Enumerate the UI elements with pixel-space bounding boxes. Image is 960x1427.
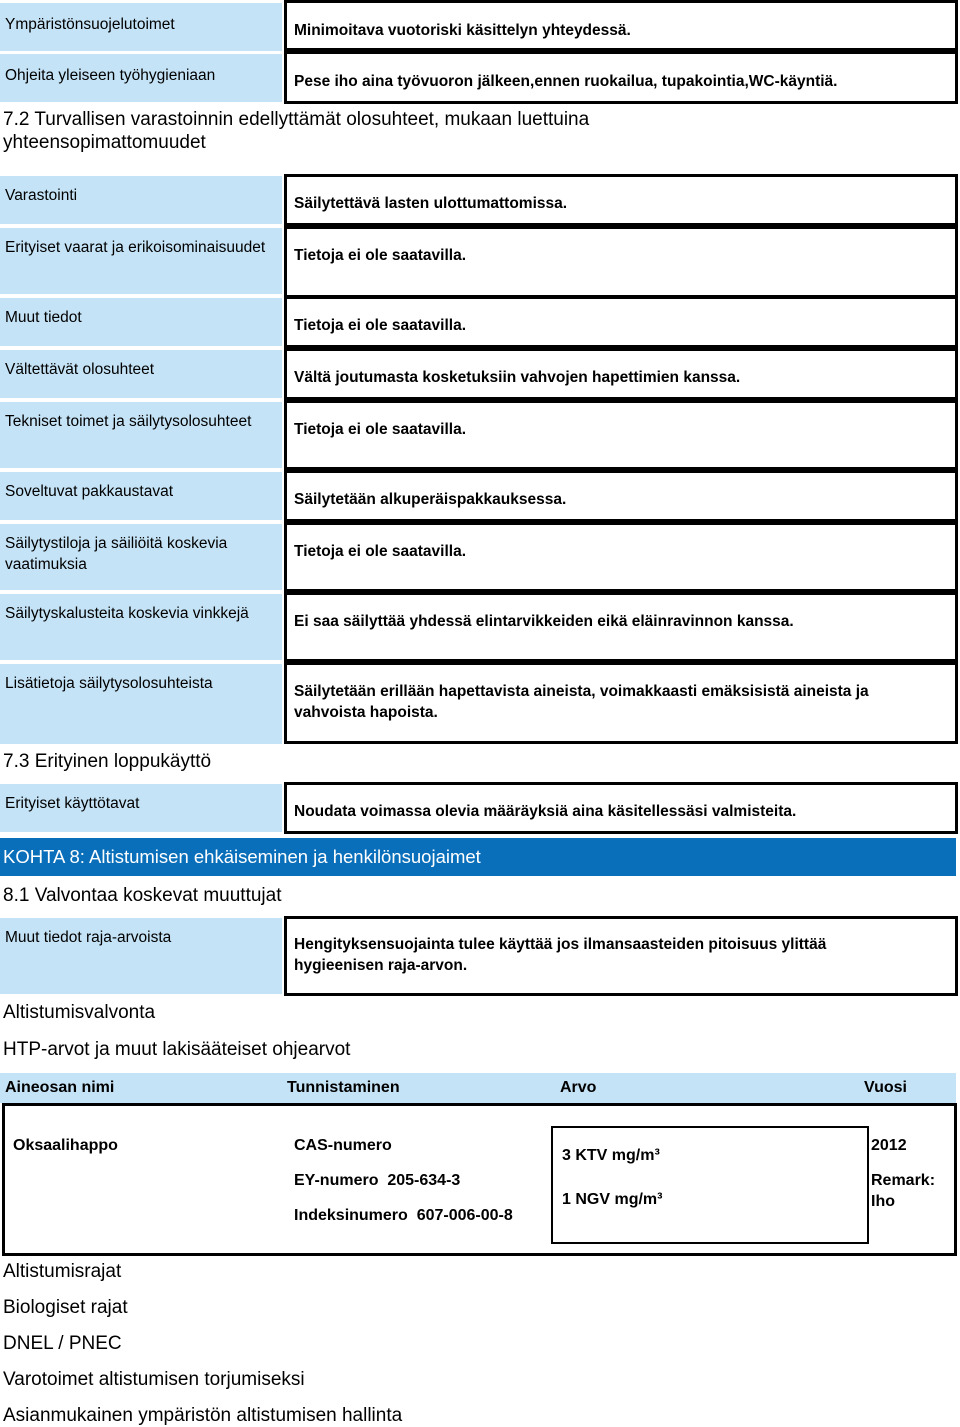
value-ymparistonsuojelutoimet: Minimoitava vuotoriski käsittelyn yhteydessä. <box>284 0 958 51</box>
value-muut-tiedot: Tietoja ei ole saatavilla. <box>284 296 958 348</box>
cell-ngv: 1 NGV mg/m³ <box>562 1191 663 1208</box>
cell-ktv: 3 KTV mg/m³ <box>562 1147 660 1164</box>
value-muut-tiedot-raja-arvoista: Hengityksensuojainta tulee käyttää jos ilmansaasteiden pitoisuus ylittää hygieenisen raja-arvon. <box>284 916 958 996</box>
cell-remark-label: Remark: <box>871 1172 936 1189</box>
value-erityiset-kayttotavat: Noudata voimassa olevia määräyksiä aina käsitellessäsi valmisteita. <box>284 782 958 834</box>
cell-remark-value: Iho <box>871 1193 895 1210</box>
biologiset-rajat-title: Biologiset rajat <box>3 1297 128 1318</box>
value-tekniset-toimet: Tietoja ei ole saatavilla. <box>284 400 958 470</box>
htp-table-row <box>2 1103 957 1256</box>
ey-value: 205-634-3 <box>387 1172 461 1189</box>
index-label: Indeksinumero <box>294 1207 408 1224</box>
value-sailytyskalusteet: Ei saa säilyttää yhdessä elintarvikkeiden eikä eläinravinnon kanssa. <box>284 592 958 662</box>
label-sailytyskalusteet: Säilytyskalusteita koskevia vinkkejä <box>0 594 282 660</box>
label-muut-tiedot: Muut tiedot <box>0 298 282 346</box>
arvo-box <box>551 1126 869 1244</box>
label-ymparistonsuojelutoimet: Ympäristönsuojelutoimet <box>0 3 282 51</box>
ey-label: EY-numero <box>294 1172 379 1189</box>
label-soveltuvat-pakkaustavat: Soveltuvat pakkaustavat <box>0 472 282 520</box>
section-8-banner: KOHTA 8: Altistumisen ehkäiseminen ja henkilönsuojaimet <box>0 838 956 876</box>
header-aineosan-nimi: Aineosan nimi <box>5 1079 115 1096</box>
cell-year: 2012 <box>871 1137 907 1154</box>
altistumisrajat-title: Altistumisrajat <box>3 1261 122 1282</box>
label-sailytystilat: Säilytystiloja ja säiliöitä koskevia vaatimuksia <box>0 524 282 590</box>
value-erityiset-vaarat: Tietoja ei ole saatavilla. <box>284 226 958 298</box>
cell-ey <box>294 1171 460 1191</box>
varotoimet-title: Varotoimet altistumisen torjumiseksi <box>3 1369 305 1390</box>
cell-oksaalihappo: Oksaalihappo <box>13 1137 118 1154</box>
value-varastointi: Säilytettävä lasten ulottumattomissa. <box>284 174 958 226</box>
header-arvo: Arvo <box>560 1079 597 1096</box>
label-valtettavat-olosuhteet: Vältettävät olosuhteet <box>0 350 282 398</box>
header-tunnistaminen: Tunnistaminen <box>287 1079 400 1096</box>
label-erityiset-vaarat: Erityiset vaarat ja erikoisominaisuudet <box>0 228 282 294</box>
htp-table-header <box>0 1073 956 1103</box>
cell-indeksi <box>294 1206 513 1226</box>
section-8-1-title: 8.1 Valvontaa koskevat muuttujat <box>3 885 282 906</box>
index-value: 607-006-00-8 <box>416 1207 513 1224</box>
label-muut-tiedot-raja-arvoista: Muut tiedot raja-arvoista <box>0 918 282 994</box>
section-7-2-title: 7.2 Turvallisen varastoinnin edellyttämät olosuhteet, mukaan luettuina yhteensopimattomuudet <box>3 109 590 153</box>
label-tyohygienia: Ohjeita yleiseen työhygieniaan <box>0 54 282 102</box>
value-tyohygienia: Pese iho aina työvuoron jälkeen,ennen ruokailua, tupakointia,WC-käyntiä. <box>284 51 958 104</box>
dnel-pnec-title: DNEL / PNEC <box>3 1333 122 1354</box>
value-lisatietoja: Säilytetään erillään hapettavista aineista, voimakkaasti emäksisistä aineista ja vahvoista hapoista. <box>284 662 958 744</box>
section-7-3-title: 7.3 Erityinen loppukäyttö <box>3 751 212 772</box>
value-soveltuvat-pakkaustavat: Säilytetään alkuperäispakkauksessa. <box>284 470 958 522</box>
htp-title: HTP-arvot ja muut lakisääteiset ohjearvot <box>3 1039 351 1060</box>
label-erityiset-kayttotavat: Erityiset käyttötavat <box>0 784 282 832</box>
altistumisvalvonta-title: Altistumisvalvonta <box>3 1002 156 1023</box>
header-vuosi: Vuosi <box>864 1079 907 1096</box>
label-varastointi: Varastointi <box>0 176 282 224</box>
value-valtettavat-olosuhteet: Vältä joutumasta kosketuksiin vahvojen hapettimien kanssa. <box>284 348 958 400</box>
ymparisto-altistuminen-title: Asianmukainen ympäristön altistumisen hallinta <box>3 1405 403 1426</box>
label-tekniset-toimet: Tekniset toimet ja säilytysolosuhteet <box>0 402 282 468</box>
cell-cas-label: CAS-numero <box>294 1137 392 1154</box>
value-sailytystilat: Tietoja ei ole saatavilla. <box>284 522 958 592</box>
label-lisatietoja: Lisätietoja säilytysolosuhteista <box>0 664 282 744</box>
